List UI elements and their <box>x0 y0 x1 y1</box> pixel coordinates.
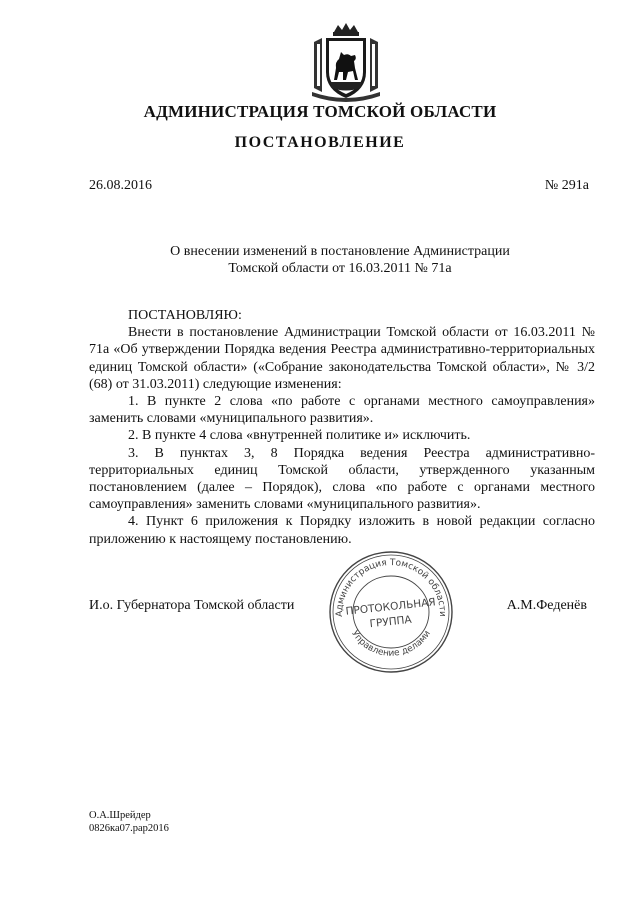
body-item: 2. В пункте 4 слова «внутренней политике и» исключить. <box>128 428 471 444</box>
stamp-ring-top: Администрация Томской области <box>334 557 448 617</box>
stamp-ring-bottom: Управление делами <box>349 628 433 659</box>
document-date: 26.08.2016 <box>89 178 152 193</box>
document-subject <box>120 243 560 277</box>
body-item: 4. Пункт 6 приложения к Порядку изложить в новой редакции согласно приложению к настоящему постановлению. <box>89 514 595 547</box>
official-stamp <box>326 548 456 674</box>
coat-of-arms-icon <box>308 22 384 102</box>
organization-title: АДМИНИСТРАЦИЯ ТОМСКОЙ ОБЛАСТИ <box>143 102 497 121</box>
executor-block <box>89 809 169 835</box>
stamp-center-line: ГРУППА <box>369 613 413 631</box>
executor-file: 0826ка07.рар2016 <box>89 823 169 834</box>
document-type-title: ПОСТАНОВЛЕНИЕ <box>234 134 406 151</box>
executor-name: О.А.Шрейдер <box>89 810 151 821</box>
body-paragraph-intro: Внести в постановление Администрации Томской области от 16.03.2011 № 71а «Об утверждении Порядка ведения Реестра административно-территориальных единиц Томской области» («Собрание законодательства Томской области», № 3/2 (68) от 31.03.2011) следующие изменения: <box>89 325 595 392</box>
document-body <box>89 307 595 548</box>
stamp-center-line: ПРОТОКОЛЬНАЯ <box>345 596 437 618</box>
body-item: 3. В пунктах 3, 8 Порядка ведения Реестра административно-территориальных единиц Томской области, утвержденного указанным постановлением (далее – Порядок), слова «по работе с органами местного самоуправления» заменить словами «муниципального развития». <box>89 445 595 513</box>
signer-name: А.М.Феденёв <box>506 598 587 613</box>
decree-word: ПОСТАНОВЛЯЮ: <box>128 308 242 323</box>
subject-line: Томской области от 16.03.2011 № 71а <box>228 261 452 276</box>
document-number: № 291а <box>544 178 589 193</box>
signer-title: И.о. Губернатора Томской области <box>89 598 295 613</box>
subject-line: О внесении изменений в постановление Администрации <box>170 244 510 259</box>
body-item: 1. В пункте 2 слова «по работе с органами местного самоуправления» заменить словами «муниципального развития». <box>89 394 595 427</box>
